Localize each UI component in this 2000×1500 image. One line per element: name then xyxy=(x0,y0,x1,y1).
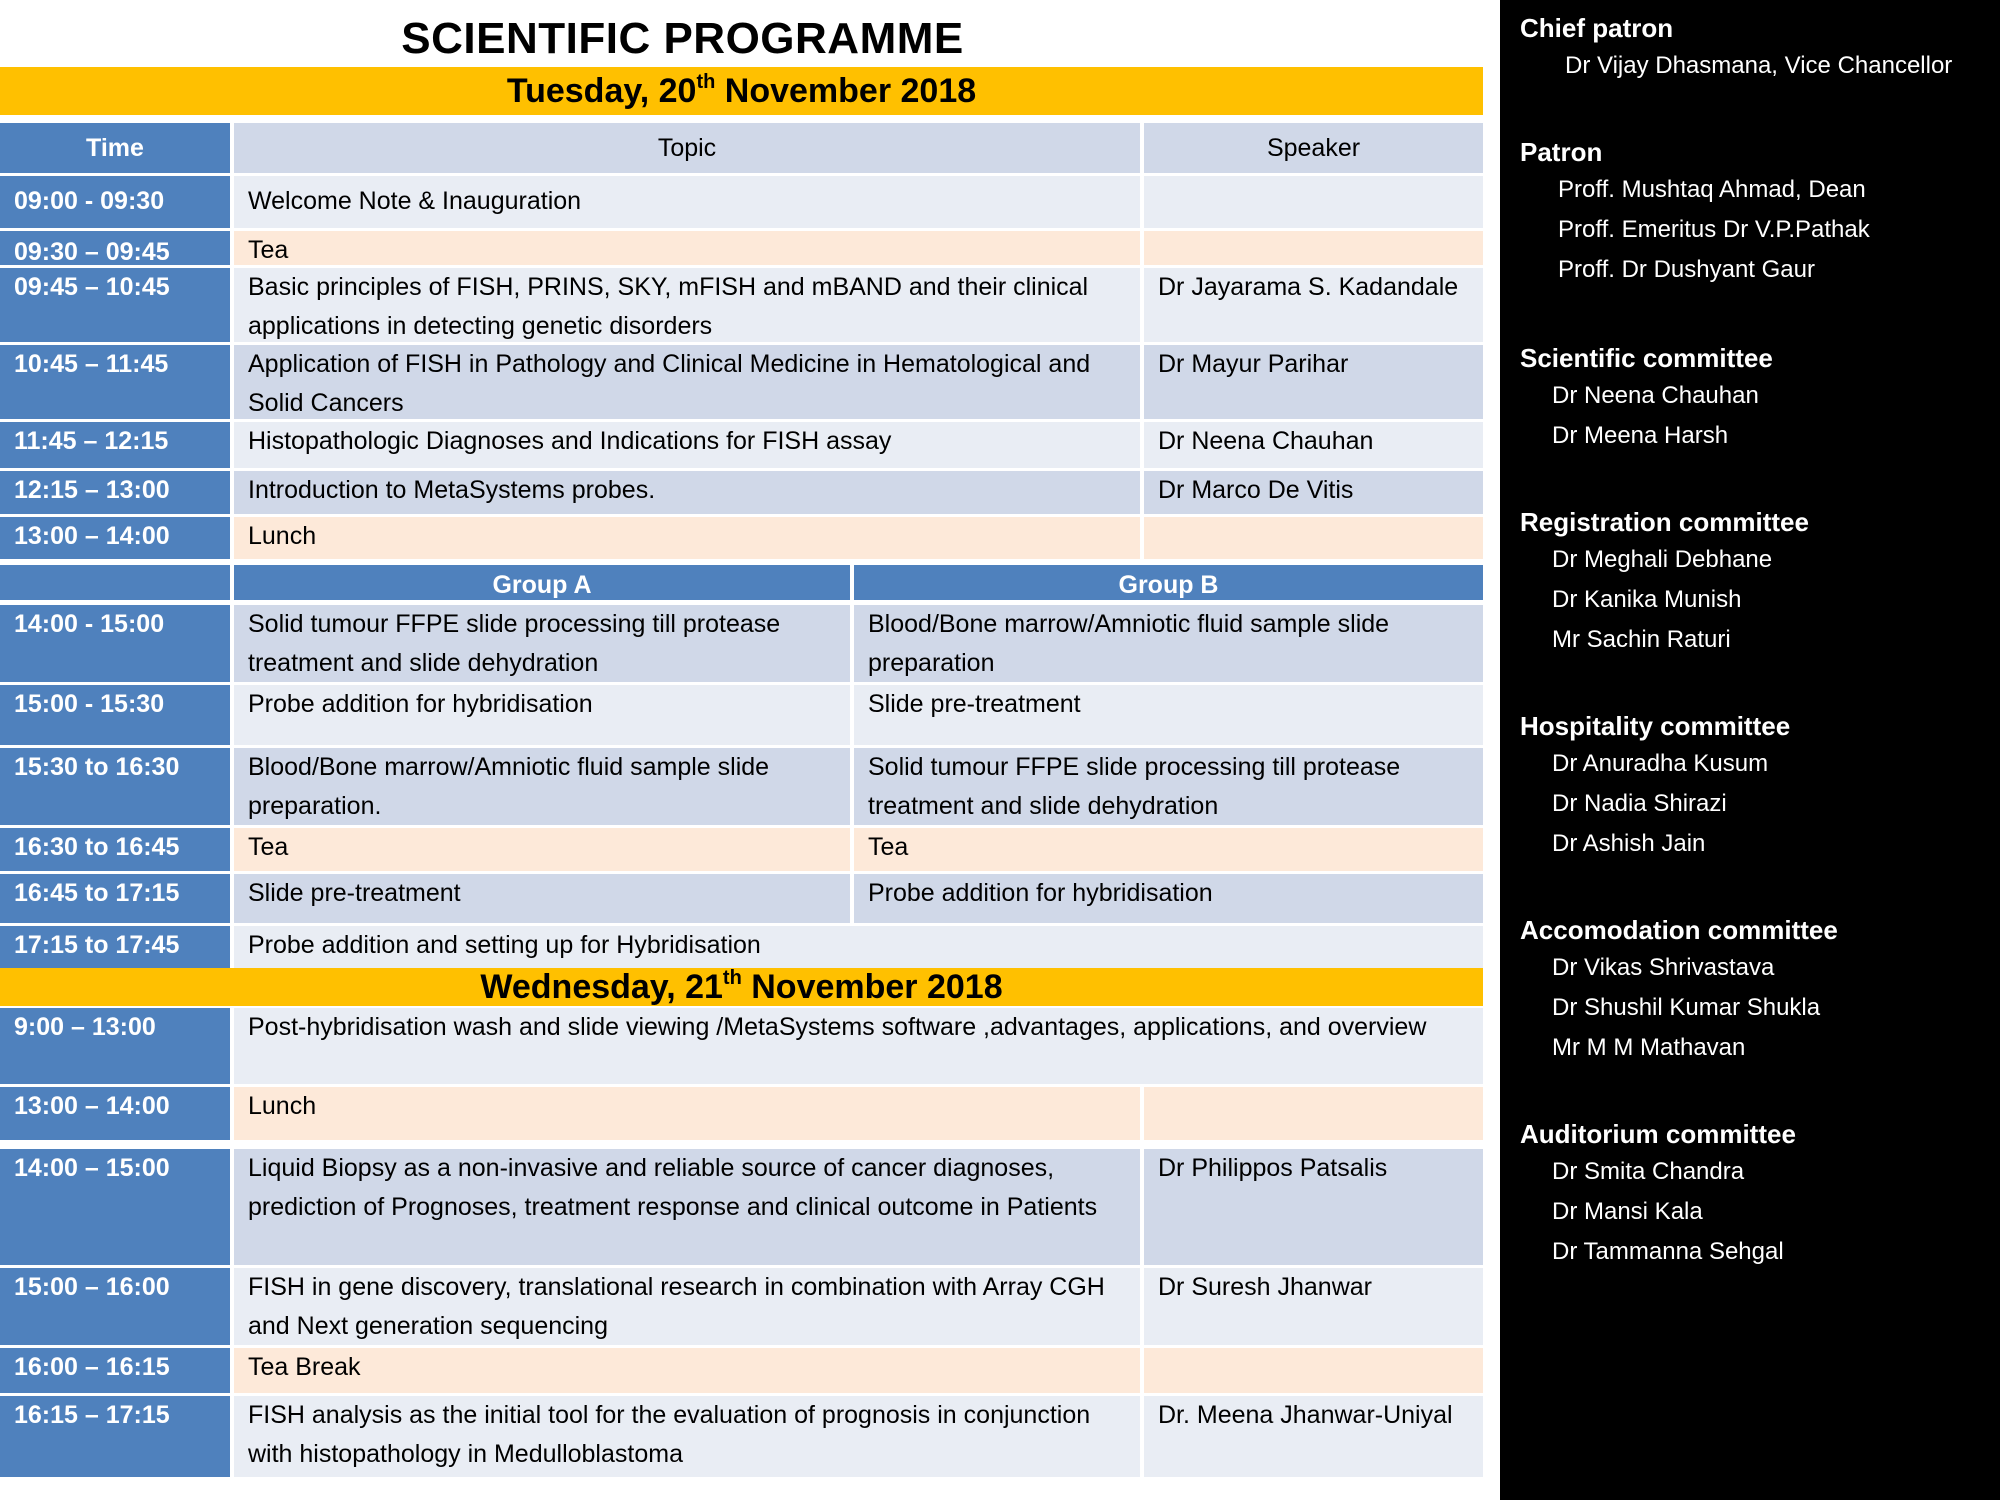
table-row xyxy=(0,1348,1483,1396)
speaker-cell xyxy=(1144,1087,1483,1140)
committee-member: Proff. Emeritus Dr V.P.Pathak xyxy=(1558,216,1870,243)
day-banner-tuesday: Tuesday, 20th November 2018 xyxy=(0,67,1483,115)
topic-cell: Basic principles of FISH, PRINS, SKY, mFISH and mBAND and their clinical applications in detecting genetic disorders xyxy=(234,268,1140,342)
table-row xyxy=(0,517,1483,562)
table-row xyxy=(0,1268,1483,1348)
page-title: SCIENTIFIC PROGRAMME xyxy=(401,14,964,63)
group-header-row xyxy=(0,565,1483,603)
topic-header: Topic xyxy=(234,123,1140,173)
topic-cell: Liquid Biopsy as a non-invasive and reliable source of cancer diagnoses, prediction of Prognoses, treatment response and clinical outcome in Patients xyxy=(234,1149,1140,1265)
time-cell: 15:00 – 16:00 xyxy=(0,1268,230,1345)
committee-member: Proff. Dr Dushyant Gaur xyxy=(1558,256,1815,283)
time-cell: 16:00 – 16:15 xyxy=(0,1348,230,1393)
topic-cell: Probe addition and setting up for Hybridisation xyxy=(234,926,1483,968)
committee-sidebar xyxy=(1500,0,2000,1500)
table-row xyxy=(0,828,1483,874)
group-b-cell: Blood/Bone marrow/Amniotic fluid sample slide preparation xyxy=(854,605,1483,682)
group-a-cell: Slide pre-treatment xyxy=(234,874,850,923)
time-cell: 09:30 – 09:45 xyxy=(0,231,230,265)
group-b-header: Group B xyxy=(854,565,1483,600)
topic-cell: Lunch xyxy=(234,517,1140,559)
day-banner-wednesday: Wednesday, 21th November 2018 xyxy=(0,968,1483,1006)
table-row xyxy=(0,874,1483,926)
committee-member: Dr Ashish Jain xyxy=(1552,830,1706,857)
committee-title: Accomodation committee xyxy=(1520,915,1838,945)
table-row xyxy=(0,605,1483,685)
speaker-cell: Dr Jayarama S. Kadandale xyxy=(1144,268,1483,342)
committee-member: Dr Shushil Kumar Shukla xyxy=(1552,994,1821,1021)
committee-member: Dr Vikas Shrivastava xyxy=(1552,954,1775,981)
speaker-cell xyxy=(1144,231,1483,265)
time-cell: 09:45 – 10:45 xyxy=(0,268,230,342)
time-cell: 12:15 – 13:00 xyxy=(0,471,230,514)
table-header-row xyxy=(0,123,1483,176)
speaker-cell xyxy=(1144,1348,1483,1393)
time-cell: 14:00 - 15:00 xyxy=(0,605,230,682)
topic-cell: Lunch xyxy=(234,1087,1140,1140)
committee-registration xyxy=(1520,504,1990,660)
table-row xyxy=(0,422,1483,471)
committee-member: Dr Tammanna Sehgal xyxy=(1552,1238,1784,1265)
speaker-cell: Dr Philippos Patsalis xyxy=(1144,1149,1483,1265)
speaker-cell: Dr Marco De Vitis xyxy=(1144,471,1483,514)
time-cell: 16:45 to 17:15 xyxy=(0,874,230,923)
committee-chief-patron xyxy=(1520,10,1990,86)
committee-patron xyxy=(1520,134,1990,290)
time-cell: 15:30 to 16:30 xyxy=(0,748,230,825)
group-b-cell: Solid tumour FFPE slide processing till protease treatment and slide dehydration xyxy=(854,748,1483,825)
time-cell: 17:15 to 17:45 xyxy=(0,926,230,968)
table-row xyxy=(0,748,1483,828)
committee-title: Chief patron xyxy=(1520,13,1674,43)
committee-member: Proff. Mushtaq Ahmad, Dean xyxy=(1558,176,1866,203)
committee-hospitality xyxy=(1520,708,1990,864)
committee-member: Dr Smita Chandra xyxy=(1552,1158,1745,1185)
time-cell: 9:00 – 13:00 xyxy=(0,1008,230,1084)
committee-title: Registration committee xyxy=(1520,507,1809,537)
topic-cell: FISH analysis as the initial tool for the evaluation of prognosis in conjunction with histopathology in Medulloblastoma xyxy=(234,1396,1140,1477)
time-cell: 15:00 - 15:30 xyxy=(0,685,230,745)
topic-cell: Post-hybridisation wash and slide viewing /MetaSystems software ,advantages, applications, and overview xyxy=(234,1008,1483,1084)
time-cell: 09:00 - 09:30 xyxy=(0,176,230,228)
speaker-cell: Dr. Meena Jhanwar-Uniyal xyxy=(1144,1396,1483,1477)
time-header: Time xyxy=(0,123,230,173)
topic-cell: Histopathologic Diagnoses and Indications for FISH assay xyxy=(234,422,1140,468)
table-row xyxy=(0,471,1483,517)
time-cell: 16:15 – 17:15 xyxy=(0,1396,230,1477)
time-cell: 10:45 – 11:45 xyxy=(0,345,230,419)
group-b-cell: Slide pre-treatment xyxy=(854,685,1483,745)
time-cell: 16:30 to 16:45 xyxy=(0,828,230,871)
committee-title: Patron xyxy=(1520,137,1603,167)
speaker-cell: Dr Mayur Parihar xyxy=(1144,345,1483,419)
topic-cell: Tea xyxy=(234,231,1140,265)
time-cell: 11:45 – 12:15 xyxy=(0,422,230,468)
committee-member: Dr Vijay Dhasmana, Vice Chancellor xyxy=(1565,52,1953,79)
table-row xyxy=(0,268,1483,345)
topic-cell: Tea Break xyxy=(234,1348,1140,1393)
topic-cell: FISH in gene discovery, translational research in combination with Array CGH and Next generation sequencing xyxy=(234,1268,1140,1345)
topic-cell: Application of FISH in Pathology and Clinical Medicine in Hematological and Solid Cancers xyxy=(234,345,1140,419)
committee-title: Auditorium committee xyxy=(1520,1119,1796,1149)
committee-member: Mr Sachin Raturi xyxy=(1552,626,1731,653)
committee-title: Hospitality committee xyxy=(1520,711,1791,741)
committee-member: Dr Anuradha Kusum xyxy=(1552,750,1769,777)
time-cell: 13:00 – 14:00 xyxy=(0,1087,230,1140)
time-cell: 14:00 – 15:00 xyxy=(0,1149,230,1265)
speaker-cell xyxy=(1144,176,1483,228)
committee-title: Scientific committee xyxy=(1520,343,1773,373)
committee-accomodation xyxy=(1520,912,1990,1068)
table-row xyxy=(0,345,1483,422)
table-row xyxy=(0,1008,1483,1087)
table-row xyxy=(0,926,1483,968)
speaker-cell: Dr Neena Chauhan xyxy=(1144,422,1483,468)
group-a-cell: Solid tumour FFPE slide processing till protease treatment and slide dehydration xyxy=(234,605,850,682)
committee-member: Dr Meghali Debhane xyxy=(1552,546,1773,573)
committee-scientific xyxy=(1520,340,1990,456)
table-row xyxy=(0,1396,1483,1480)
speaker-header: Speaker xyxy=(1144,123,1483,173)
group-a-cell: Blood/Bone marrow/Amniotic fluid sample slide preparation. xyxy=(234,748,850,825)
topic-cell: Welcome Note & Inauguration xyxy=(234,176,1140,228)
committee-member: Dr Meena Harsh xyxy=(1552,422,1729,449)
speaker-cell: Dr Suresh Jhanwar xyxy=(1144,1268,1483,1345)
table-row xyxy=(0,231,1483,268)
committee-auditorium xyxy=(1520,1116,1990,1272)
table-row xyxy=(0,1087,1483,1143)
group-a-cell: Probe addition for hybridisation xyxy=(234,685,850,745)
committee-member: Mr M M Mathavan xyxy=(1552,1034,1746,1061)
topic-cell: Introduction to MetaSystems probes. xyxy=(234,471,1140,514)
group-b-cell: Tea xyxy=(854,828,1483,871)
table-row xyxy=(0,1149,1483,1268)
time-cell: 13:00 – 14:00 xyxy=(0,517,230,559)
committee-member: Dr Neena Chauhan xyxy=(1552,382,1759,409)
group-time-header xyxy=(0,565,230,600)
committee-member: Dr Kanika Munish xyxy=(1552,586,1742,613)
committee-member: Dr Mansi Kala xyxy=(1552,1198,1703,1225)
group-a-cell: Tea xyxy=(234,828,850,871)
group-b-cell: Probe addition for hybridisation xyxy=(854,874,1483,923)
speaker-cell xyxy=(1144,517,1483,559)
committee-member: Dr Nadia Shirazi xyxy=(1552,790,1727,817)
table-row xyxy=(0,685,1483,748)
table-row xyxy=(0,176,1483,231)
group-a-header: Group A xyxy=(234,565,850,600)
